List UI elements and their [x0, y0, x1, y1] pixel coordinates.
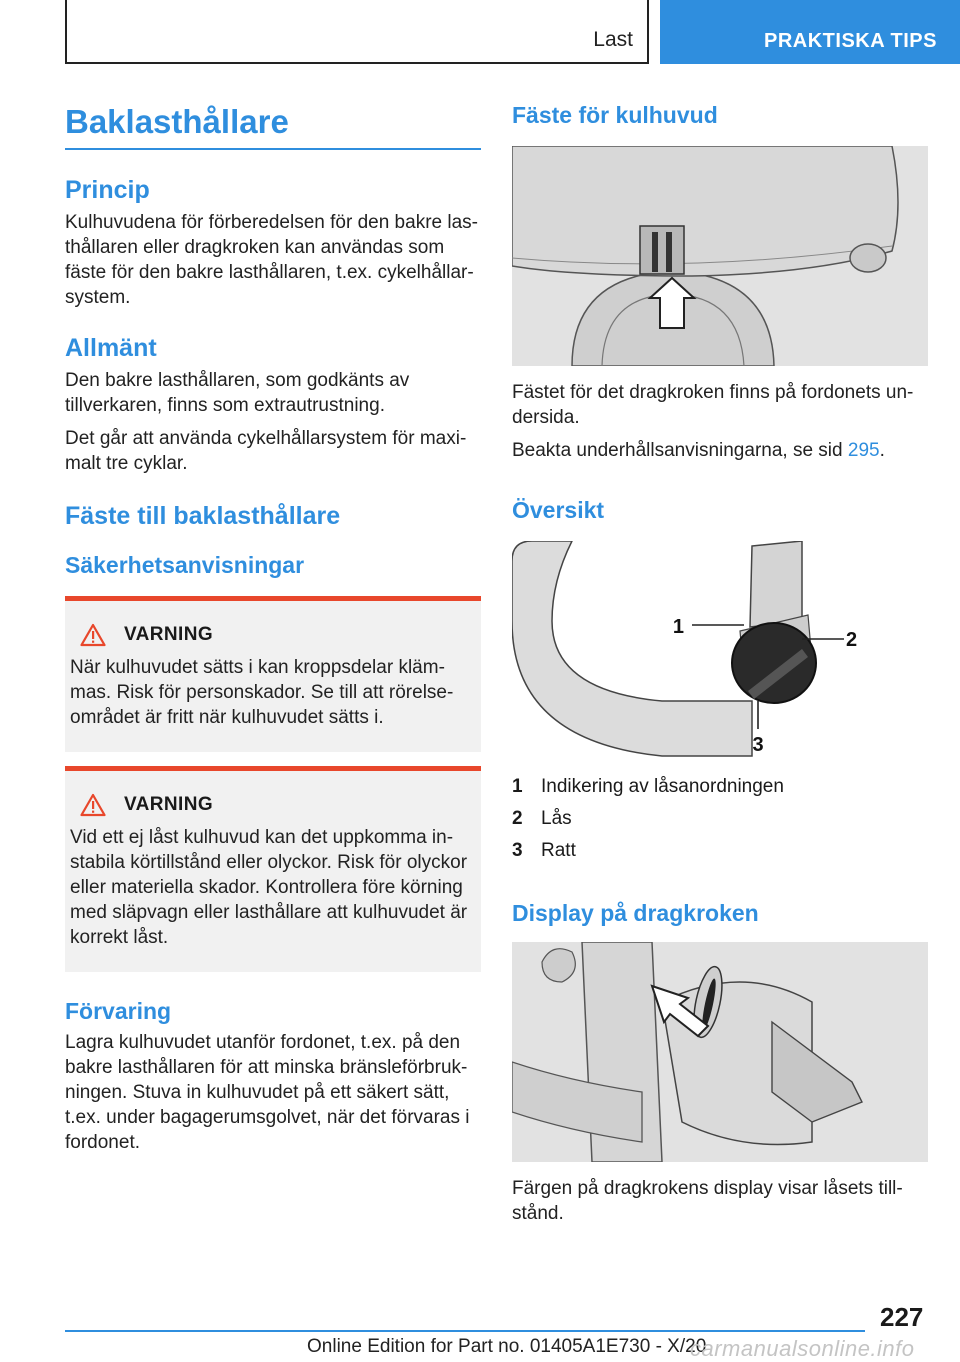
header-section-title: Last: [593, 28, 633, 51]
forvaring-text: Lagra kulhuvudet utanför fordonet, t.ex. på den bakre lasthållaren för att minska bränsleförbrukningen. Stuva in kulhuvudet på ett säkert sätt, t.ex. under bagagerumsgolvet, när det förvaras i fordonet.: [65, 1032, 470, 1153]
footer-edition: Online Edition for Part no. 01405A1E730 - X/20: [307, 1336, 707, 1357]
hitch-mount-illustration: [512, 146, 928, 366]
warning-box-2: [65, 766, 481, 972]
princip-text: Kulhuvudena för förberedelsen för den bakre lasthållaren eller dragkroken kan användas som fäste för den bakre lasthållaren, t.ex. cykelhållarsystem.: [65, 212, 478, 308]
footer-rule: [65, 1330, 865, 1332]
header-frame: [65, 0, 649, 64]
warning-triangle-icon: [80, 793, 106, 817]
title-rule: [65, 148, 481, 150]
header-chapter-tab: PRAKTISKA TIPS: [660, 0, 960, 64]
page-number: 227: [880, 1302, 924, 1332]
figure-hitch-mount: [512, 146, 928, 366]
hitch-display-illustration: [512, 942, 928, 1162]
right-column: [512, 100, 928, 759]
display-heading: Display på dragkroken: [512, 900, 759, 926]
figure-hitch-overview: [512, 541, 928, 759]
kulhuvud-text-1: Fästet för det dragkroken finns på fordonets undersida.: [512, 382, 914, 428]
warning-box-1: [65, 596, 481, 752]
watermark: carmanualsonline.info: [690, 1336, 915, 1361]
safety-subheading: Säkerhetsanvisningar: [65, 552, 305, 578]
warning-text-1: När kulhuvudet sätts i kan kroppsdelar klämmas. Risk för personskador. Se till att rörelseområdet är fritt när kulhuvudet sätts i.: [70, 657, 454, 728]
display-section: [512, 898, 928, 1226]
warning-title-2: VARNING: [124, 794, 214, 815]
callout-2: 2: [846, 629, 858, 651]
forvaring-heading: Förvaring: [65, 998, 172, 1024]
allmant-text-1: Den bakre lasthållaren, som godkänts av tillverkaren, finns som extrautrustning.: [65, 370, 410, 416]
hitch-overview-illustration: [512, 541, 928, 759]
allmant-text-2: Det går att använda cykelhållarsystem för maximalt tre cyklar.: [65, 428, 467, 474]
page-link-295[interactable]: 295: [847, 440, 880, 461]
legend-item-3: 3 Ratt: [512, 840, 576, 861]
legend-item-2: 2 Lås: [512, 808, 572, 829]
warning-triangle-icon: [80, 623, 106, 647]
callout-1: 1: [672, 616, 684, 638]
left-column: [65, 100, 481, 1155]
kulhuvud-heading: Fäste för kulhuvud: [512, 102, 718, 128]
faste-heading: Fäste till baklasthållare: [65, 502, 341, 530]
kulhuvud-text-2: Beakta underhållsanvisningarna, se sid 295.: [512, 440, 885, 461]
allmant-heading: Allmänt: [65, 334, 157, 362]
princip-heading: Princip: [65, 176, 150, 204]
callout-3: 3: [752, 734, 764, 756]
figure-hitch-display: [512, 942, 928, 1162]
legend-item-1: 1 Indikering av låsanordningen: [512, 776, 784, 797]
display-text: Färgen på dragkrokens display visar låsets tillstånd.: [512, 1178, 903, 1224]
oversikt-heading: Översikt: [512, 497, 605, 523]
warning-text-2: Vid ett ej låst kulhuvud kan det uppkomma instabila körtillstånd eller olyckor. Risk för olyckor eller materiella skador. Kontrollera före körning med släpvagn eller lasthållare att kulhuvudet är korrekt låst.: [70, 827, 468, 948]
page-title: Baklasthållare: [65, 103, 289, 140]
warning-title-1: VARNING: [124, 624, 214, 645]
